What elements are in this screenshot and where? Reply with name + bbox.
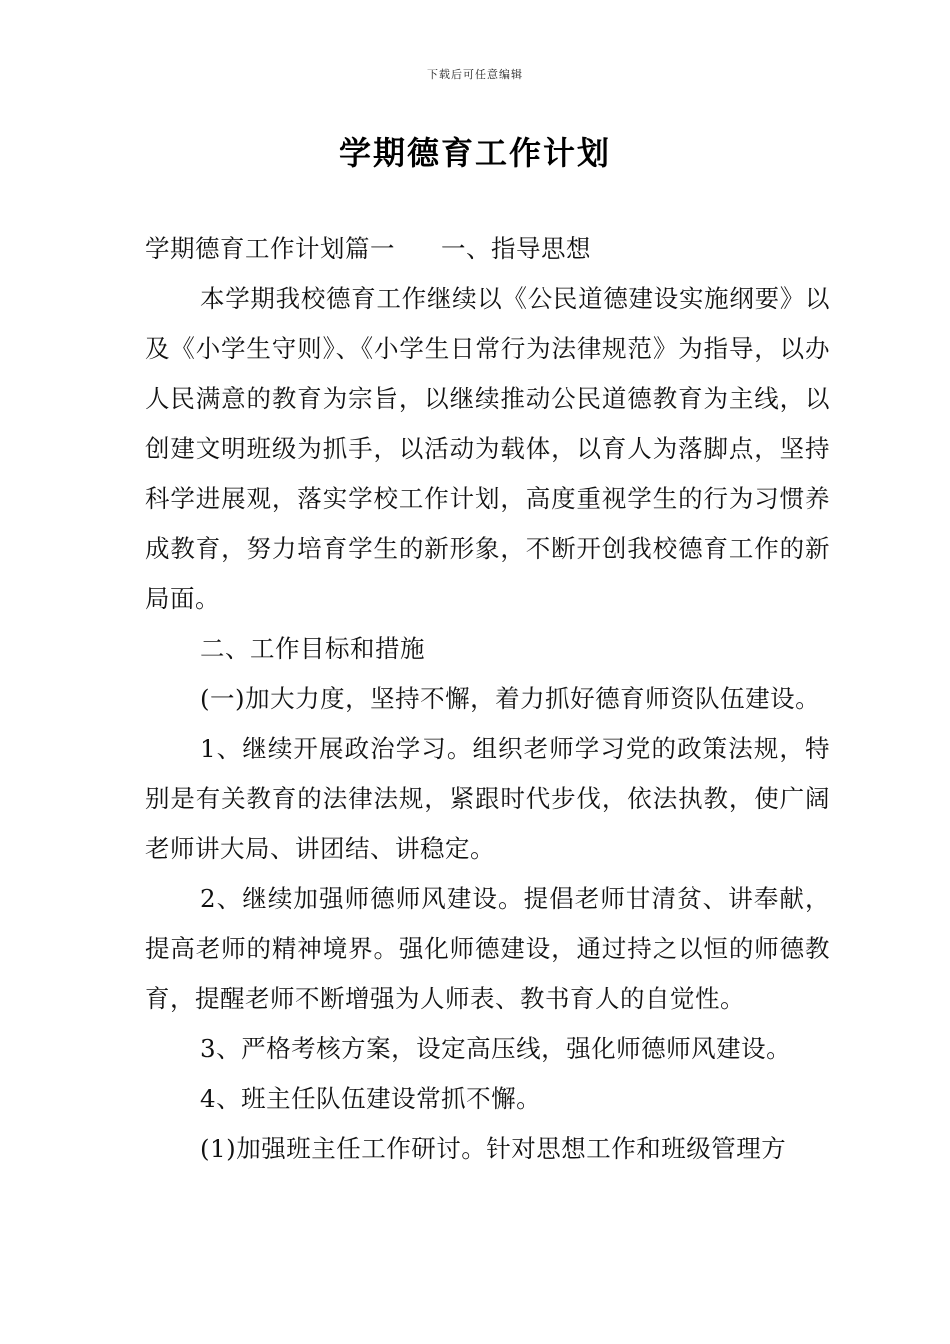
subsection-heading-guiding-thought: 一、指导思想 [441, 234, 591, 263]
paragraph-item-4-1: (1)加强班主任工作研讨。针对思想工作和班级管理方 [200, 1134, 787, 1163]
heading-goals-measures: 二、工作目标和措施 [200, 634, 425, 663]
paragraph-item-4: 4、班主任队伍建设常抓不懈。 [200, 1084, 542, 1113]
lead-line [145, 224, 830, 274]
section-heading-part-one: 学期德育工作计划篇一 [145, 234, 395, 263]
document-body [145, 224, 830, 1174]
document-title: 学期德育工作计划 [338, 134, 611, 172]
header-note: 下载后可任意编辑 [427, 68, 523, 81]
paragraph-item-1: 1、继续开展政治学习。组织老师学习党的政策法规，特别是有关教育的法律法规，紧跟时代步伐，依法执教，使广阔老师讲大局、讲团结、讲稳定。 [145, 734, 830, 863]
paragraph-intro: 本学期我校德育工作继续以《公民道德建设实施纲要》以及《小学生守则》、《小学生日常行为法律规范》为指导，以办人民满意的教育为宗旨，以继续推动公民道德教育为主线，以创建文明班级为抓手，以活动为载体，以育人为落脚点，坚持科学进展观，落实学校工作计划，高度重视学生的行为习惯养成教育，努力培育学生的新形象，不断开创我校德育工作的新局面。 [145, 284, 830, 613]
heading-teacher-team: (一)加大力度，坚持不懈，着力抓好德育师资队伍建设。 [200, 684, 821, 713]
paragraph-item-3: 3、严格考核方案，设定高压线，强化师德师风建设。 [200, 1034, 792, 1063]
paragraph-item-2: 2、继续加强师德师风建设。提倡老师甘清贫、讲奉献，提高老师的精神境界。强化师德建设，通过持之以恒的师德教育，提醒老师不断增强为人师表、教书育人的自觉性。 [145, 884, 830, 1013]
